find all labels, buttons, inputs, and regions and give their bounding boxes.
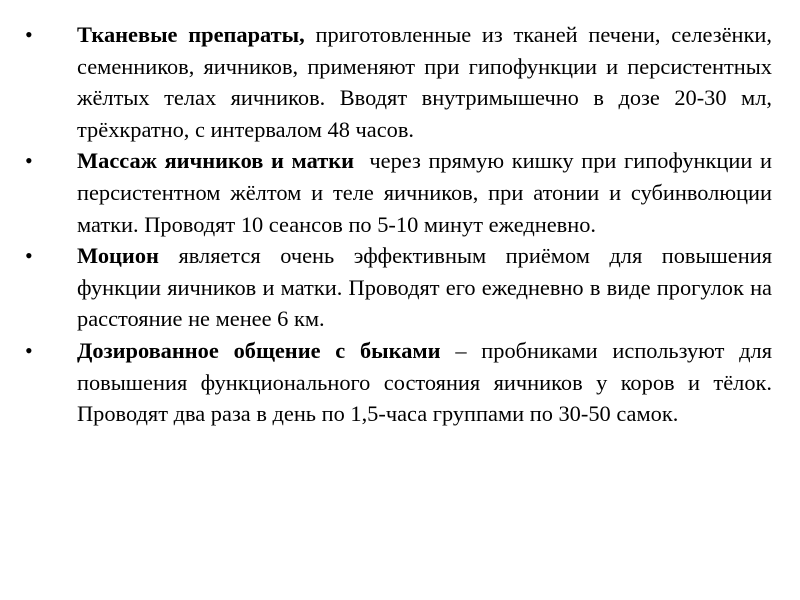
list-item-text	[77, 145, 778, 240]
list-item-heading: Массаж яичников и матки	[77, 148, 355, 174]
list-item-body: приготовленные из тканей печени, селезёнки, семенников, яичников, применяют при гипофункции и персистентных жёлтых телах яичников. Вводят внутримышечно в дозе 20-30 мл, трёхкратно, с интервалом 48 часов.	[77, 22, 772, 142]
bullet-dot-icon: •	[25, 243, 33, 269]
list-item-motion	[0, 240, 800, 335]
bullet-dot-icon: •	[25, 337, 33, 363]
bullet-dot-icon: •	[25, 148, 33, 174]
bullet-list	[0, 19, 800, 430]
list-item-text	[77, 19, 772, 145]
list-item-heading: Тканевые препараты,	[77, 22, 305, 47]
list-item-bull-contact	[0, 335, 800, 430]
list-item-text	[77, 240, 772, 335]
list-item-tissue-preparations	[0, 19, 800, 145]
list-item-massage	[0, 145, 800, 240]
list-item-body: через прямую кишку при гипофункции и персистентном жёлтом и теле яичников, при атонии и субинволюции матки. Проводят 10 сеансов по 5-10 минут ежедневно.	[77, 148, 778, 237]
list-item-text	[77, 335, 772, 430]
list-item-body: – пробниками используют для повышения функционального состояния яичников у коров и тёлок. Проводят два раза в день по 1,5-часа группами по 30-50 самок.	[77, 337, 772, 427]
list-item-heading: Моцион	[77, 243, 159, 269]
list-item-heading: Дозированное общение с быками	[77, 337, 441, 363]
bullet-dot-icon: •	[25, 22, 33, 47]
list-item-body: является очень эффективным приёмом для повышения функции яичников и матки. Проводят его ежедневно в виде прогулок на расстояние не менее 6 км.	[77, 243, 772, 332]
